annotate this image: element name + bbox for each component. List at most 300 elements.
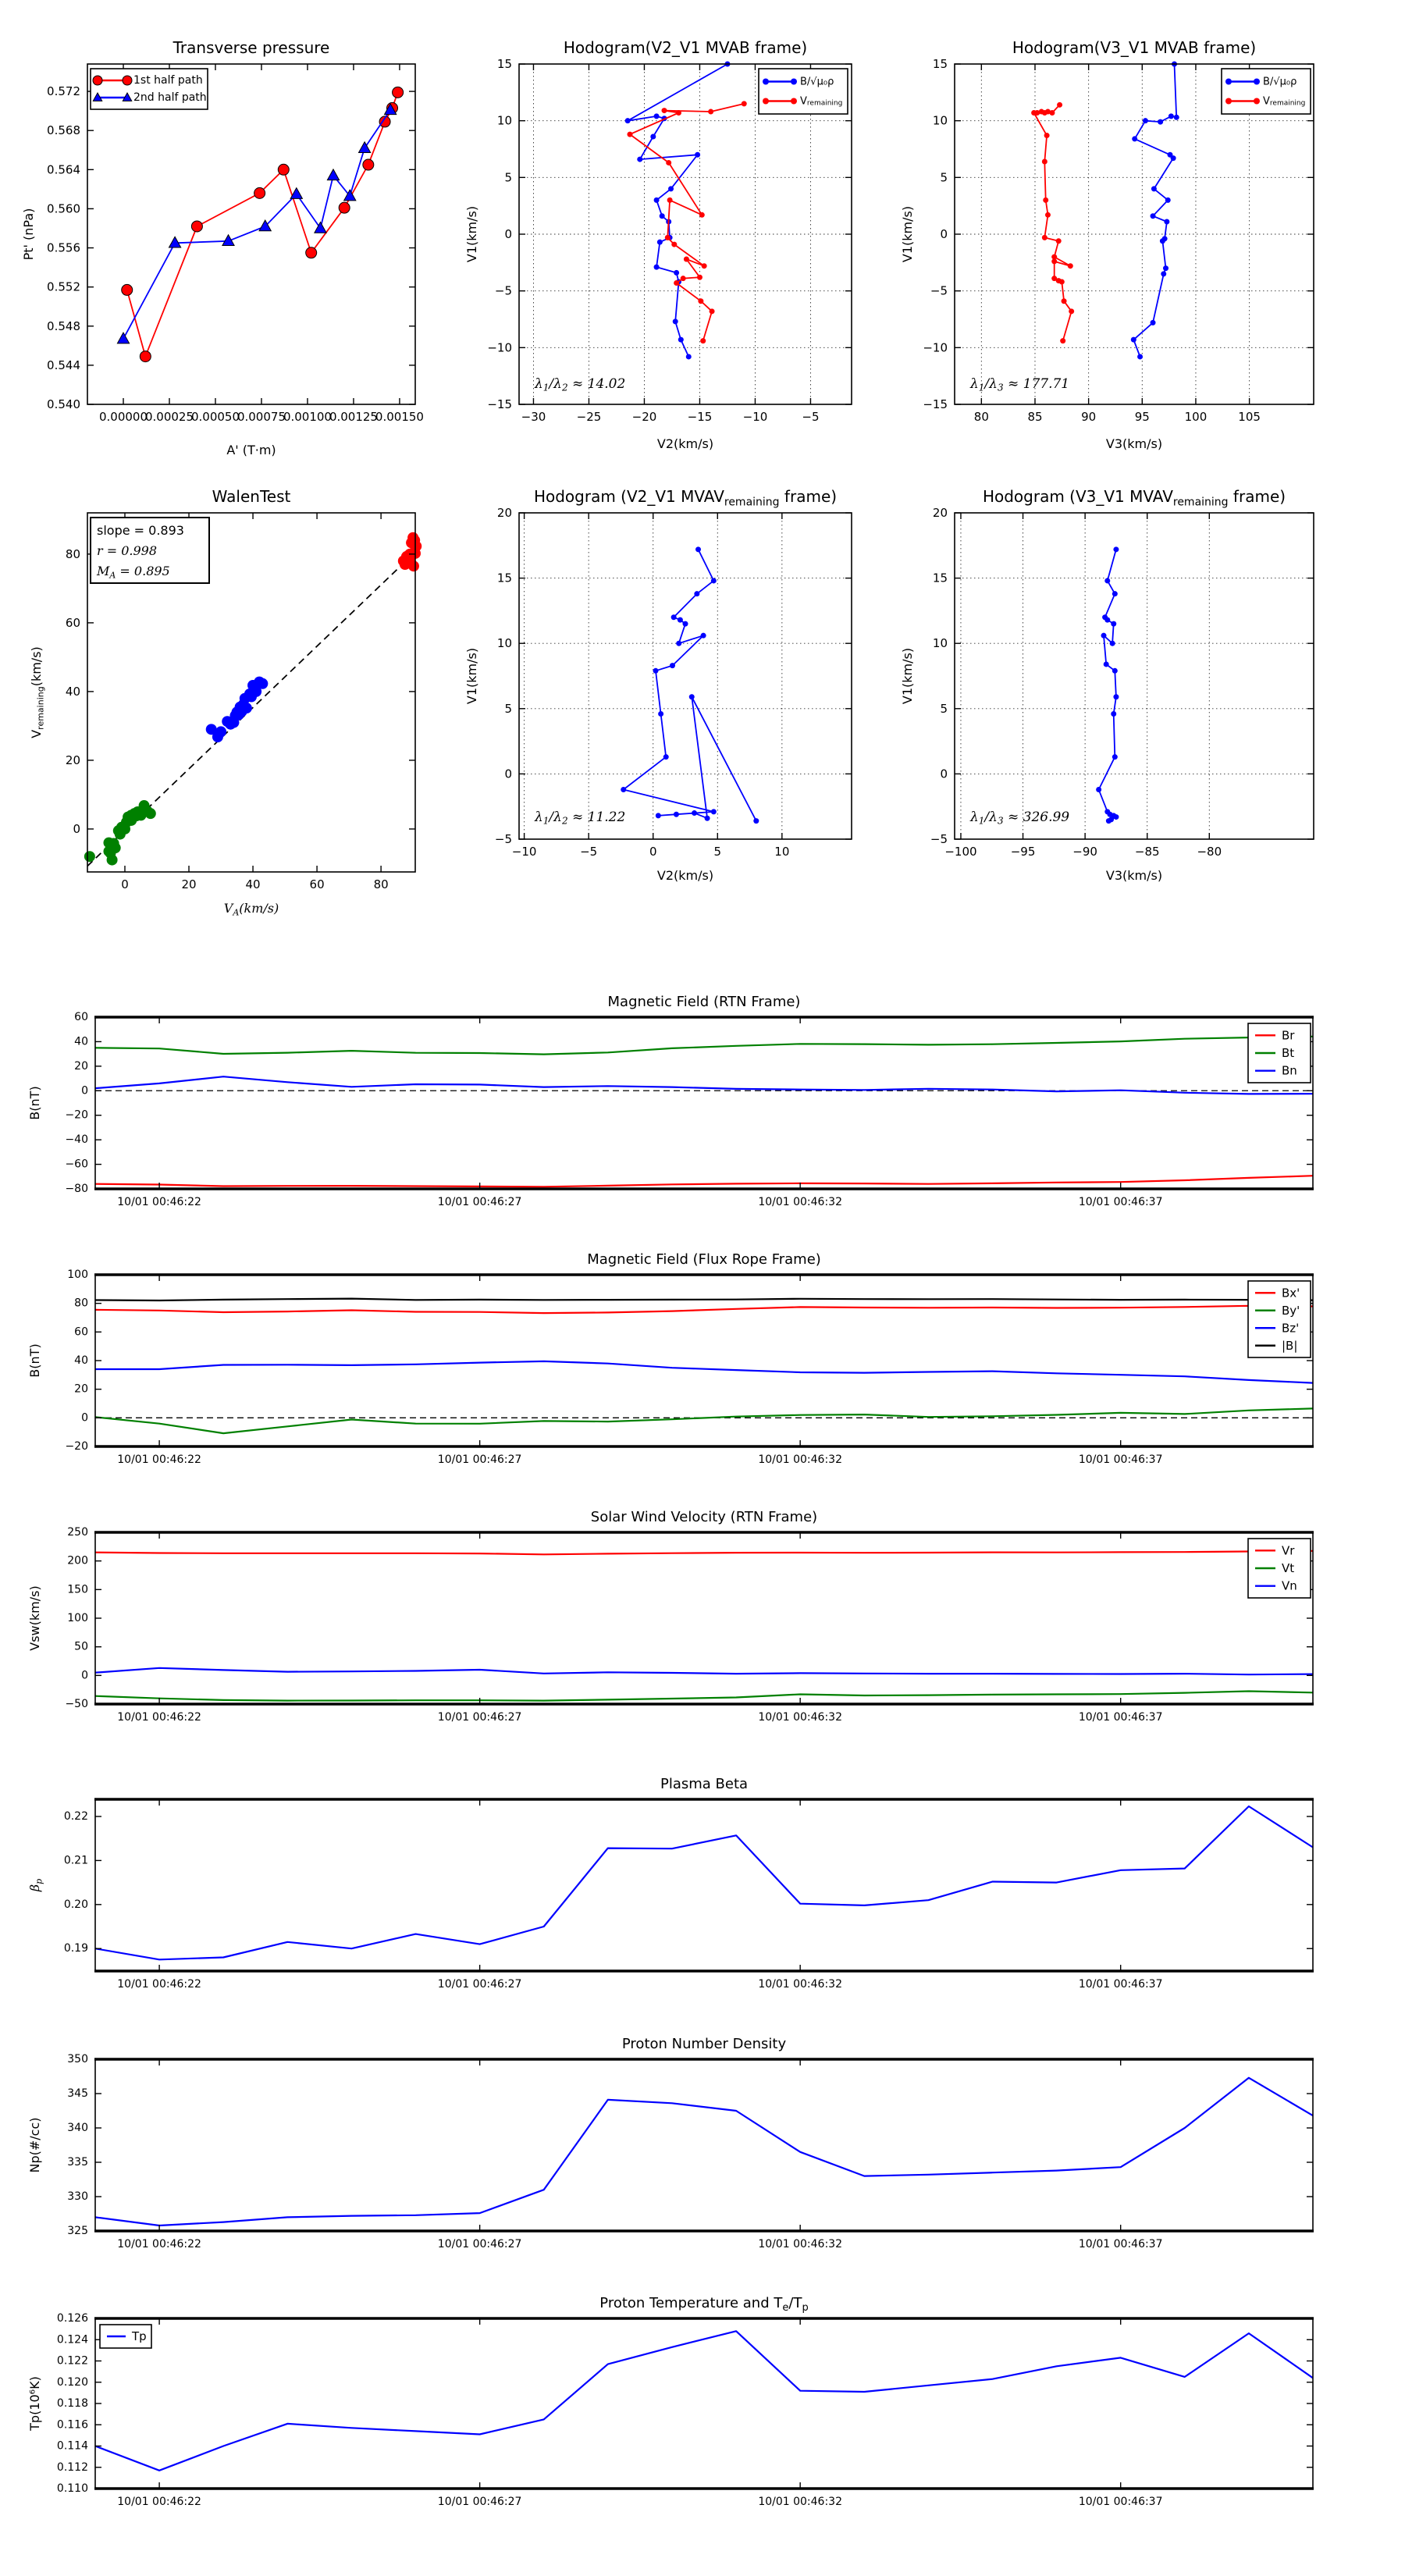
point-V-remaining-path (711, 809, 717, 814)
y-tick-label: 0 (73, 821, 80, 836)
x-tick-label: 10/01 00:46:32 (758, 1453, 843, 1466)
point-B-alfven (654, 197, 660, 203)
x-axis-label: V3(km/s) (1105, 436, 1163, 451)
y-tick-label: 80 (65, 546, 80, 561)
y-tick-label: −40 (65, 1133, 88, 1147)
point-V-remaining-path (753, 818, 759, 824)
point-V-remaining (1060, 338, 1065, 343)
y-tick-label: 20 (74, 1382, 88, 1396)
point-V-remaining (1059, 279, 1065, 285)
plot-area (95, 2059, 1313, 2231)
x-tick-label: 10/01 00:46:32 (758, 1196, 843, 1208)
point-B-alfven (668, 186, 674, 191)
plot-area (87, 64, 415, 404)
point-B-alfven (625, 118, 631, 123)
plot-area (519, 513, 852, 839)
y-tick-label: 0.540 (47, 397, 80, 411)
point-V-remaining-path (653, 668, 659, 674)
x-axis-label: V2(km/s) (656, 868, 714, 883)
point-V-remaining (1051, 258, 1057, 264)
y-tick-label: −5 (930, 832, 948, 846)
y-axis-label: Pt' (nPa) (21, 208, 36, 261)
point-V-remaining (699, 212, 705, 218)
y-tick-label: 250 (67, 1526, 88, 1539)
legend-label: Bz' (1282, 1321, 1300, 1336)
x-tick-label: −95 (1010, 845, 1036, 859)
y-tick-label: 15 (496, 57, 512, 71)
point-V-remaining-path (670, 663, 675, 668)
legend-marker (93, 76, 102, 85)
y-tick-label: 0 (940, 767, 948, 781)
y-tick-label: 5 (504, 170, 512, 185)
point-cluster-inbound-green (84, 851, 95, 862)
x-tick-label: 10/01 00:46:37 (1078, 1978, 1163, 1991)
point-1st half path (339, 202, 350, 213)
y-tick-label: 10 (496, 636, 512, 651)
point-1st half path (122, 284, 133, 295)
point-V-remaining (1042, 158, 1048, 164)
legend-marker (1254, 79, 1260, 85)
plot-magnetic-field-rtn (27, 994, 1314, 1208)
y-tick-label: 0 (504, 767, 512, 781)
y-tick-label: 0 (81, 1411, 88, 1425)
x-tick-label: 10/01 00:46:27 (437, 1711, 522, 1724)
x-tick-label: −80 (1197, 845, 1222, 859)
y-tick-label: 60 (74, 1011, 88, 1023)
point-V-remaining-path (656, 813, 661, 818)
y-tick-label: 340 (67, 2122, 88, 2134)
y-tick-label: 0.116 (56, 2418, 88, 2432)
legend (91, 69, 208, 109)
point-1st half path (140, 351, 151, 362)
x-tick-label: −5 (580, 845, 598, 859)
legend-marker (791, 98, 797, 105)
plot-title: Hodogram(V3_V1 MVAB frame) (1012, 38, 1257, 57)
legend-marker (763, 79, 769, 85)
point-B-alfven (1163, 265, 1168, 271)
point-V-remaining-path (1113, 694, 1119, 699)
y-tick-label: 0.572 (47, 84, 80, 99)
point-V-remaining-path (674, 812, 679, 817)
point-1st half path (191, 221, 202, 232)
point-cluster-middle-blue (257, 678, 268, 689)
point-B-alfven (1160, 238, 1165, 244)
plot-solar-wind-velocity (27, 1509, 1314, 1724)
point-V-remaining (666, 160, 671, 165)
point-V-remaining (697, 275, 702, 280)
x-tick-label: 0.00100 (283, 410, 332, 424)
plot-title: Plasma Beta (660, 1776, 749, 1792)
point-B-alfven (1164, 219, 1169, 225)
y-tick-label: 10 (932, 113, 948, 128)
y-tick-label: 200 (67, 1554, 88, 1567)
point-V-remaining (667, 197, 673, 203)
point-B-alfven (1151, 213, 1156, 219)
x-tick-label: 0.00075 (237, 410, 286, 424)
annotation: $\lambda_1/\lambda_2 \approx 14.02$ (535, 376, 626, 393)
point-B-alfven (674, 270, 679, 276)
stats-line: slope = 0.893 (97, 523, 184, 538)
point-V-remaining (698, 298, 703, 304)
point-1st half path (393, 87, 404, 98)
point-V-remaining (665, 235, 670, 240)
point-V-remaining-path (701, 633, 706, 639)
y-tick-label: 0.120 (56, 2375, 88, 2389)
x-tick-label: 85 (1027, 410, 1043, 424)
y-tick-label: −5 (930, 283, 948, 298)
point-B-alfven (1171, 155, 1176, 161)
y-axis-label: B(nT) (27, 1343, 42, 1378)
point-B-alfven (1151, 320, 1156, 326)
point-V-remaining (1069, 308, 1074, 314)
stats-line: r = 0.998 (97, 543, 158, 558)
y-tick-label: 0.556 (47, 240, 80, 255)
point-V-remaining-path (1108, 817, 1114, 822)
y-tick-label: 10 (496, 113, 512, 128)
point-V-remaining (662, 108, 667, 113)
legend-label: Bn (1282, 1063, 1297, 1078)
point-V-remaining (710, 308, 715, 314)
point-cluster-middle-blue (241, 703, 252, 713)
point-V-remaining (628, 132, 633, 137)
legend-label: B/√μ₀ρ (1263, 76, 1297, 87)
point-B-alfven (654, 265, 660, 270)
x-tick-label: 10/01 00:46:32 (758, 2496, 843, 2508)
legend-label: $V_{remaining}$ (800, 95, 843, 108)
point-B-alfven (678, 337, 684, 343)
plot-area (95, 1532, 1313, 1704)
x-tick-label: −15 (687, 410, 713, 424)
y-axis-label: $\beta_p$ (27, 1878, 44, 1892)
y-tick-label: 20 (74, 1059, 88, 1073)
point-B-alfven (1151, 186, 1157, 191)
plot-proton-number-density (27, 2036, 1314, 2250)
x-tick-label: 90 (1081, 410, 1097, 424)
x-tick-label: 0.00050 (190, 410, 240, 424)
point-B-alfven (1143, 118, 1148, 123)
y-tick-label: 0 (940, 227, 948, 241)
plot-area (519, 64, 852, 404)
point-V-remaining-path (1104, 661, 1109, 667)
point-V-remaining-path (1110, 641, 1115, 646)
point-V-remaining-path (663, 754, 669, 760)
point-V-remaining-path (711, 578, 717, 583)
point-V-remaining-path (1101, 633, 1107, 639)
x-tick-label: 10/01 00:46:22 (117, 1978, 201, 1991)
point-V-remaining (1044, 133, 1050, 138)
point-B-alfven (650, 134, 656, 140)
x-tick-label: −20 (631, 410, 657, 424)
y-tick-label: 0.124 (56, 2333, 88, 2347)
x-tick-label: 95 (1134, 410, 1150, 424)
y-tick-label: 0.114 (56, 2439, 88, 2453)
plot-title: Hodogram (V3_V1 $MVAV_{remaining}$ frame) (982, 487, 1286, 509)
y-tick-label: 10 (932, 636, 948, 651)
plot-title: Solar Wind Velocity (RTN Frame) (590, 1509, 818, 1525)
plot-area (955, 513, 1314, 839)
point-V-remaining-path (658, 711, 663, 717)
point-V-remaining (684, 256, 689, 262)
point-cluster-outbound-red (408, 560, 419, 571)
point-V-remaining (708, 109, 713, 115)
y-tick-label: 0.548 (47, 318, 80, 333)
point-V-remaining-path (683, 621, 688, 627)
y-tick-label: 0.21 (63, 1854, 88, 1867)
y-axis-label: Vsw(km/s) (27, 1585, 42, 1651)
x-tick-label: 10/01 00:46:27 (437, 1453, 522, 1466)
point-cluster-inbound-green (110, 842, 121, 853)
point-V-remaining (702, 263, 707, 269)
point-V-remaining-path (1112, 668, 1118, 674)
y-tick-label: 100 (67, 1612, 88, 1624)
legend-label: Vn (1282, 1578, 1297, 1593)
x-tick-label: 10/01 00:46:37 (1078, 1711, 1163, 1724)
y-tick-label: −5 (494, 832, 512, 846)
x-tick-label: 10/01 00:46:22 (117, 1196, 201, 1208)
point-V-remaining (742, 101, 747, 106)
x-tick-label: 0 (649, 845, 657, 859)
x-tick-label: 10/01 00:46:32 (758, 1711, 843, 1724)
point-V-remaining-path (1096, 787, 1101, 792)
y-tick-label: −50 (65, 1698, 88, 1710)
legend-label: Vr (1282, 1543, 1295, 1558)
point-cluster-middle-blue (215, 726, 226, 737)
y-tick-label: 15 (932, 57, 948, 71)
point-V-remaining-path (694, 591, 699, 596)
plot-title: Proton Number Density (621, 2036, 787, 2052)
x-tick-label: 10/01 00:46:32 (758, 2238, 843, 2250)
point-B-alfven (660, 213, 665, 219)
y-tick-label: 0.19 (63, 1942, 88, 1955)
legend-marker (763, 98, 769, 105)
point-B-alfven (1161, 271, 1166, 276)
x-tick-label: −100 (944, 845, 977, 859)
stats-line: $M_A = 0.895$ (97, 564, 170, 581)
point-V-remaining (1062, 298, 1067, 304)
x-tick-label: 10/01 00:46:27 (437, 1196, 522, 1208)
y-tick-label: 0 (504, 227, 512, 241)
x-tick-label: 80 (373, 877, 389, 891)
legend-marker (791, 79, 797, 85)
y-tick-label: 335 (67, 2156, 88, 2169)
x-axis-label: A' (T·m) (226, 443, 276, 457)
point-V-remaining-path (1104, 617, 1110, 623)
plot-title: Transverse pressure (173, 38, 330, 57)
y-tick-label: 325 (67, 2225, 88, 2237)
point-V-remaining-path (671, 614, 677, 620)
y-tick-label: 5 (504, 701, 512, 716)
plot-proton-temperature (27, 2295, 1314, 2508)
y-axis-label: V1(km/s) (900, 205, 915, 263)
x-tick-label: 10/01 00:46:37 (1078, 2238, 1163, 2250)
x-tick-label: 10/01 00:46:37 (1078, 1196, 1163, 1208)
x-tick-label: 20 (181, 877, 197, 891)
y-tick-label: −80 (65, 1183, 88, 1195)
plot-transverse-pressure (21, 38, 424, 457)
point-B-alfven (1165, 197, 1171, 203)
plot-title: Magnetic Field (RTN Frame) (607, 994, 801, 1010)
point-V-remaining (700, 338, 706, 343)
legend (1222, 69, 1311, 114)
legend-marker (123, 76, 132, 85)
point-cluster-inbound-green (107, 855, 118, 866)
plot-title: Hodogram (V2_V1 $MVAV_{remaining}$ frame) (533, 487, 838, 509)
point-1st half path (306, 247, 317, 258)
y-tick-label: 40 (65, 684, 80, 699)
point-V-remaining (1056, 238, 1062, 244)
y-tick-label: 0.126 (56, 2312, 88, 2325)
legend-label: Bx' (1282, 1286, 1300, 1300)
x-tick-label: 0.00000 (98, 410, 148, 424)
y-tick-label: −60 (65, 1158, 88, 1171)
x-tick-label: −10 (742, 410, 768, 424)
x-tick-label: −30 (521, 410, 546, 424)
x-tick-label: 100 (1184, 410, 1208, 424)
y-tick-label: 0.22 (63, 1810, 88, 1823)
x-tick-label: 10/01 00:46:22 (117, 1453, 201, 1466)
y-tick-label: 80 (74, 1297, 88, 1310)
x-tick-label: 5 (713, 845, 722, 859)
y-axis-label: V1(km/s) (900, 647, 915, 705)
x-tick-label: 10/01 00:46:22 (117, 2238, 201, 2250)
point-V-remaining-path (1112, 754, 1118, 760)
x-tick-label: 0.00025 (144, 410, 194, 424)
plot-area (95, 1799, 1313, 1971)
legend-label: 2nd half path (133, 91, 207, 104)
point-V-remaining (1045, 212, 1051, 218)
plot-hodogram-v3v1-mvav (900, 487, 1314, 883)
plot-plasma-beta (27, 1776, 1314, 1991)
x-axis-label: V3(km/s) (1105, 868, 1163, 883)
y-tick-label: −5 (494, 283, 512, 298)
point-V-remaining (1042, 235, 1048, 240)
y-tick-label: 40 (74, 1354, 88, 1367)
y-axis-label: Tp(10⁶K) (27, 2376, 42, 2431)
x-axis-label: $V_A(km/s)$ (223, 901, 279, 918)
point-V-remaining-path (1104, 578, 1110, 583)
legend-label: Tp (132, 2329, 147, 2343)
y-tick-label: 15 (496, 571, 512, 585)
annotation: $\lambda_1/\lambda_2 \approx 11.22$ (535, 809, 626, 827)
y-tick-label: −15 (923, 397, 948, 411)
y-tick-label: 0.560 (47, 201, 80, 216)
y-tick-label: 0.544 (47, 358, 80, 372)
x-tick-label: 10/01 00:46:27 (437, 1978, 522, 1991)
point-V-remaining (674, 280, 679, 286)
point-B-alfven (673, 318, 678, 324)
y-axis-label: $V_{remaining}(km/s)$ (29, 646, 46, 738)
point-B-alfven (686, 354, 692, 359)
x-tick-label: 10/01 00:46:37 (1078, 2496, 1163, 2508)
point-B-alfven (1174, 115, 1179, 120)
point-B-alfven (1158, 119, 1163, 125)
point-1st half path (278, 164, 289, 175)
y-tick-label: 20 (496, 506, 512, 520)
x-tick-label: 10/01 00:46:27 (437, 2496, 522, 2508)
y-tick-label: 0 (81, 1669, 88, 1682)
y-tick-label: 100 (67, 1268, 88, 1281)
y-tick-label: 0.552 (47, 279, 80, 294)
x-tick-label: 10 (774, 845, 790, 859)
point-V-remaining-path (621, 787, 626, 792)
y-tick-label: 0.110 (56, 2482, 88, 2495)
point-V-remaining (676, 110, 681, 116)
annotation: $\lambda_1/\lambda_3 \approx 326.99$ (970, 809, 1070, 827)
x-tick-label: 10/01 00:46:27 (437, 2238, 522, 2250)
y-tick-label: 0.564 (47, 162, 80, 177)
point-V-remaining (671, 242, 677, 247)
point-V-remaining-path (1113, 546, 1119, 552)
legend-marker (1225, 79, 1232, 85)
point-cluster-inbound-green (145, 808, 156, 819)
x-tick-label: 105 (1238, 410, 1261, 424)
plot-walen-test (29, 487, 422, 918)
y-axis-label: Np(#/cc) (27, 2117, 42, 2173)
legend-marker (1225, 98, 1232, 105)
plot-title: Proton Temperature and $T_e/T_p$ (599, 2295, 809, 2314)
y-tick-label: 20 (65, 753, 80, 767)
x-tick-label: 60 (309, 877, 325, 891)
point-V-remaining-path (1111, 711, 1116, 717)
x-tick-label: 10/01 00:46:22 (117, 2496, 201, 2508)
y-tick-label: 0.568 (47, 123, 80, 138)
x-tick-label: 10/01 00:46:32 (758, 1978, 843, 1991)
y-tick-label: 20 (932, 506, 948, 520)
point-B-alfven (1168, 113, 1174, 119)
y-tick-label: 5 (940, 170, 948, 185)
plot-hodogram-v2v1-mvab (464, 38, 852, 451)
y-tick-label: 0 (81, 1084, 88, 1098)
y-axis-label: V1(km/s) (464, 647, 479, 705)
legend-label: $V_{remaining}$ (1263, 95, 1306, 108)
legend (100, 2325, 151, 2348)
x-tick-label: 10/01 00:46:22 (117, 1711, 201, 1724)
plot-title: WalenTest (212, 487, 291, 506)
y-tick-label: −10 (487, 340, 512, 355)
legend-label: |B| (1282, 1338, 1298, 1353)
point-V-remaining-path (705, 816, 710, 821)
y-tick-label: 150 (67, 1583, 88, 1596)
x-tick-label: 10/01 00:46:37 (1078, 1453, 1163, 1466)
x-tick-label: −10 (511, 845, 537, 859)
annotation: $\lambda_1/\lambda_3 \approx 177.71$ (970, 376, 1070, 393)
legend-label: Br (1282, 1028, 1295, 1043)
x-tick-label: −90 (1072, 845, 1097, 859)
plot-hodogram-v3v1-mvab (900, 38, 1314, 451)
y-tick-label: −20 (65, 1440, 88, 1453)
y-tick-label: 50 (74, 1640, 88, 1653)
plot-area (95, 1017, 1313, 1189)
point-V-remaining-path (676, 641, 681, 646)
point-V-remaining (1057, 102, 1062, 108)
legend (1248, 1023, 1311, 1083)
point-V-remaining-path (689, 694, 695, 699)
point-V-remaining-path (678, 617, 683, 623)
y-tick-label: 330 (67, 2190, 88, 2203)
point-V-remaining-path (1111, 621, 1116, 627)
point-1st half path (363, 159, 374, 170)
point-V-remaining (681, 276, 686, 281)
legend-label: 1st half path (133, 74, 203, 87)
point-B-alfven (695, 152, 700, 158)
plot-title: Hodogram(V2_V1 MVAB frame) (563, 38, 808, 57)
y-axis-label: V1(km/s) (464, 205, 479, 263)
y-axis-label: B(nT) (27, 1086, 42, 1120)
legend-label: Vt (1282, 1561, 1295, 1575)
point-B-alfven (1132, 136, 1137, 141)
y-tick-label: 350 (67, 2053, 88, 2065)
y-tick-label: 40 (74, 1035, 88, 1048)
